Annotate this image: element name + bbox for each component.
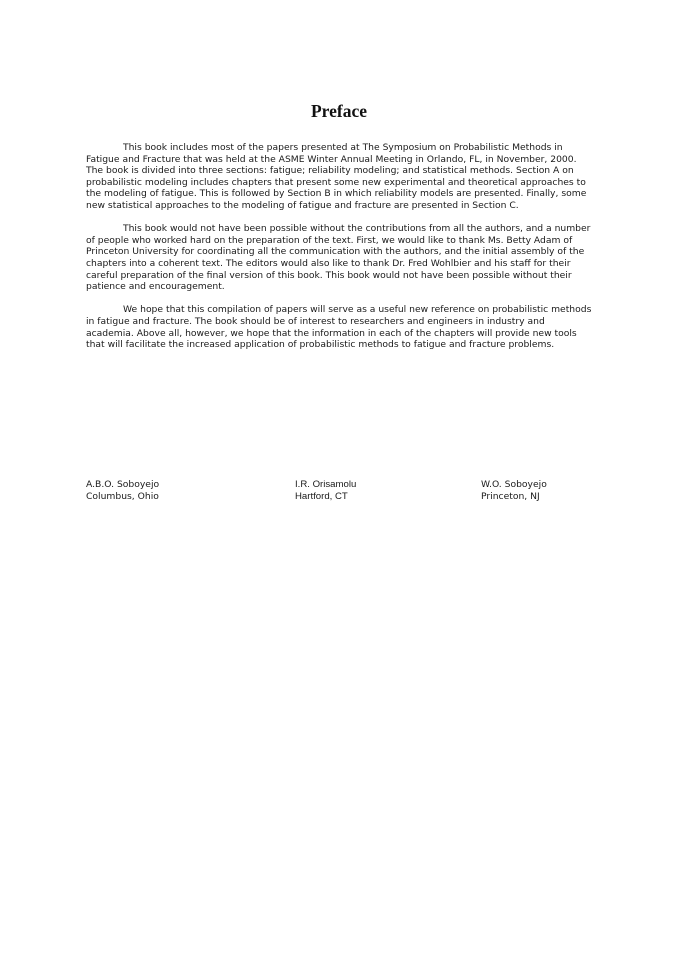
editor-location: Princeton, NJ <box>481 490 540 502</box>
paragraph-3: We hope that this compilation of papers will serve as a useful new reference on probabilistic methods in fatigue and fracture. The book should be of interest to researchers and engineers in industry and academia. Above all, however, we hope that the information in each of the chapters will provide new tools that will facilitate the increased application of probabilistic methods to fatigue and fracture problems. <box>86 304 592 351</box>
editor-name: W.O. Soboyejo <box>481 479 547 490</box>
editor-name: A.B.O. Soboyejo <box>86 479 160 490</box>
signature-block <box>86 479 159 503</box>
paragraph-2: This book would not have been possible without the contributions from all the authors, and a number of people who worked hard on the preparation of the text. First, we would like to thank Ms. Betty Adam of Princeton University for coordinating all the communication with the authors, and the initial assembly of the chapters into a coherent text. The editors would also like to thank Dr. Fred Wohlbier and his staff for their careful preparation of the final version of this book. This book would not have been possible without their patience and encouragement. <box>86 223 591 293</box>
preface-body <box>86 142 594 362</box>
editor-location: Columbus, Ohio <box>86 490 159 502</box>
paragraph-1: This book includes most of the papers presented at The Symposium on Probabilistic Methods in Fatigue and Fracture that was held at the ASME Winter Annual Meeting in Orlando, FL, in November, 2000. The book is divided into three sections: fatigue; reliability modeling; and statistical methods. Section A on probabilistic modeling includes chapters that present some new experimental and theoretical approaches to the modeling of fatigue. This is followed by Section B in which reliability models are presented. Finally, some new statistical approaches to the modeling of fatigue and fracture are presented in Section C. <box>86 142 587 211</box>
signature-block <box>481 479 547 503</box>
editor-name: I.R. Orisamolu <box>295 479 357 490</box>
editor-signatures <box>0 479 678 509</box>
editor-location: Hartford, CT <box>295 490 348 502</box>
signature-block <box>295 479 356 503</box>
page-title: Preface <box>310 101 368 121</box>
